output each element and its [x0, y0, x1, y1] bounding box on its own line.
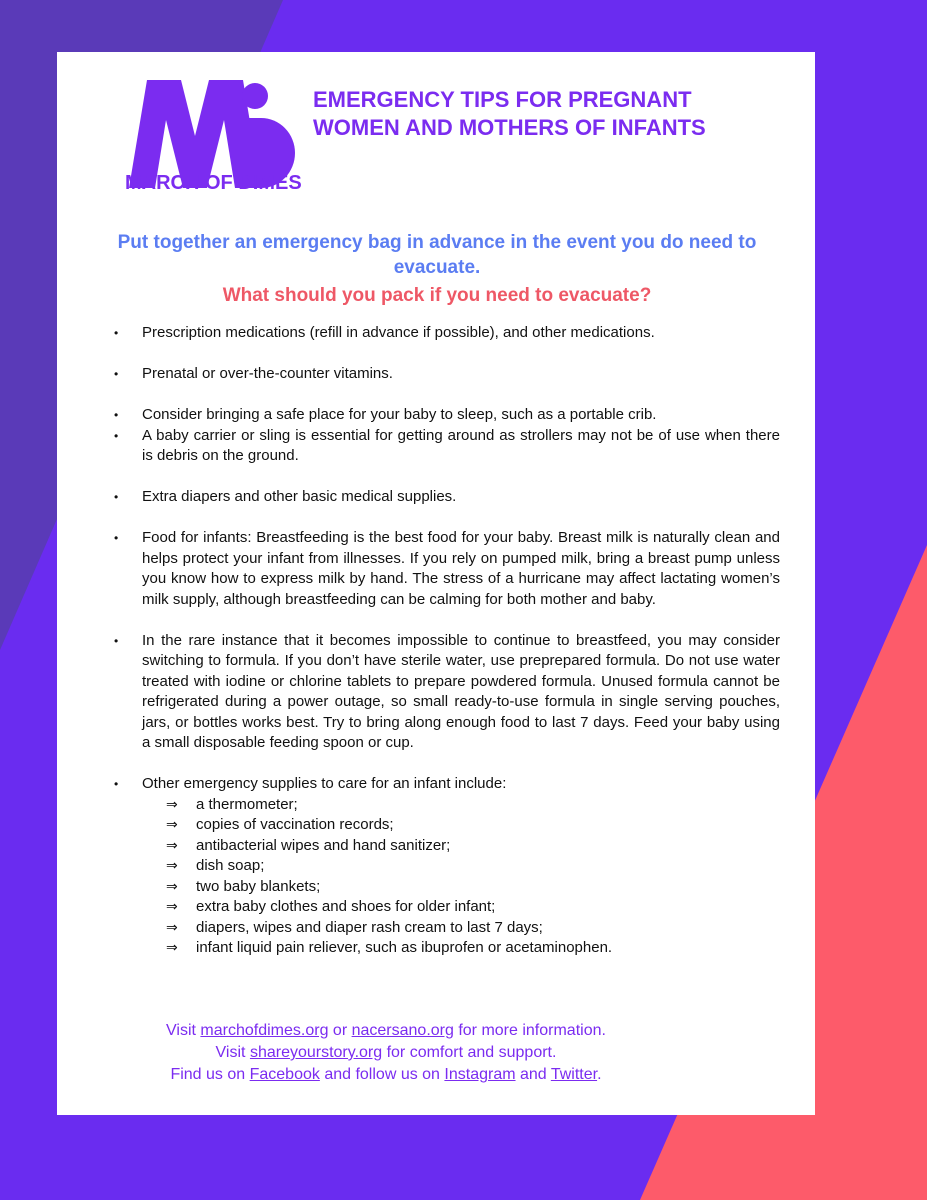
instagram-link[interactable]: Instagram — [444, 1066, 516, 1083]
list-item: • Prescription medications (refill in advance if possible), and other medications. — [114, 323, 780, 344]
bullet-icon: • — [114, 367, 119, 381]
arrow-right-icon: ⇒ — [166, 858, 178, 874]
arrow-right-icon: ⇒ — [166, 919, 178, 936]
footer-line-info: Visit marchofdimes.org or nacersano.org for more information. — [166, 1022, 606, 1039]
supply-item: ⇒ dish soap; — [166, 856, 780, 877]
bullet-icon: • — [114, 408, 119, 422]
subheading-emergency-bag: Put together an emergency bag in advance in the event you do need to evacuate. — [117, 232, 757, 278]
list-item: • In the rare instance that it becomes impossible to continue to breastfeed, you may consider switching to formula. If you don’t have sterile water, use preprepared formula. Do not use water treated with iodine or chlorine tablets to prepare powdered formula. Unused formula cannot be refrigerated during a power outage, so small ready-to-use formula in single serving pouches, jars, or bottles works best. Try to bring along enough food to last 7 days. Feed your baby using a small disposable feeding spoon or cup. — [114, 631, 780, 751]
bullet-icon: • — [114, 428, 119, 443]
footer — [87, 1020, 685, 1086]
arrow-right-icon: ⇒ — [166, 940, 178, 956]
supply-item: ⇒ diapers, wipes and diaper rash cream to last 7 days; — [166, 918, 780, 939]
list-item: • A baby carrier or sling is essential for getting around as strollers may not be of use when there is debris on the ground. — [114, 426, 780, 464]
supply-item: ⇒ copies of vaccination records; — [166, 815, 780, 836]
twitter-link[interactable]: Twitter — [550, 1066, 598, 1083]
list-item: • Other emergency supplies to care for an infant include: ⇒ a thermometer; ⇒ copies of vaccination records; ⇒ antibacterial wipes and hand sanitizer; ⇒ dish soap; ⇒ two baby blankets; ⇒ extra baby clothes and shoes for older infant; ⇒ diapers, wipes and diaper rash cream to last 7 days; ⇒ infant liquid pain reliever, such as ibuprofen or acetaminophen. — [114, 774, 780, 959]
supply-item: ⇒ a thermometer; — [166, 795, 780, 816]
list-item: • Consider bringing a safe place for your baby to sleep, such as a portable crib. — [114, 405, 780, 426]
bullet-icon: • — [114, 633, 119, 648]
bullet-icon: • — [114, 531, 119, 545]
list-item: • Prenatal or over-the-counter vitamins. — [114, 364, 780, 385]
bullet-icon: • — [114, 326, 119, 340]
footer-line-support: Visit shareyourstory.org for comfort and support. — [215, 1044, 557, 1061]
shareyourstory-link[interactable]: shareyourstory.org — [249, 1044, 383, 1061]
list-item: • Extra diapers and other basic medical supplies. — [114, 487, 780, 508]
title-line-1: EMERGENCY TIPS FOR PREGNANT — [313, 87, 692, 112]
footer-line-social: Find us on Facebook and follow us on Instagram and Twitter. — [170, 1066, 602, 1083]
logo-dot — [242, 83, 268, 109]
arrow-right-icon: ⇒ — [166, 817, 178, 833]
arrow-right-icon: ⇒ — [166, 899, 178, 915]
infant-supplies-list — [142, 795, 780, 959]
subheading-what-to-pack: What should you pack if you need to evacuate? — [222, 285, 652, 306]
page-title — [313, 86, 783, 142]
flyer-card — [57, 52, 815, 1115]
list-item: • Food for infants: Breastfeeding is the best food for your baby. Breast milk is naturally clean and helps protect your infant from illnesses. If you rely on pumped milk, bring a breast pump unless you know how to express milk by hand. The stress of a hurricane may affect lactating women’s milk supply, although breastfeeding can be calming for both mother and baby. — [114, 529, 780, 608]
title-line-2: WOMEN AND MOTHERS OF INFANTS — [313, 115, 706, 140]
supply-item: ⇒ antibacterial wipes and hand sanitizer; — [166, 836, 780, 857]
bullet-icon: • — [114, 777, 119, 791]
supply-item: ⇒ two baby blankets; — [166, 877, 780, 898]
arrow-right-icon: ⇒ — [166, 837, 178, 854]
march-of-dimes-logo-icon — [123, 80, 295, 220]
bullet-icon: • — [114, 490, 119, 504]
packing-list — [114, 323, 780, 959]
logo-text: MARCH OF DIMES — [125, 172, 302, 194]
arrow-right-icon: ⇒ — [166, 878, 178, 895]
facebook-link[interactable]: Facebook — [249, 1066, 320, 1083]
marchofdimes-link[interactable]: marchofdimes.org — [200, 1022, 329, 1039]
arrow-right-icon: ⇒ — [166, 796, 178, 813]
supply-item: ⇒ infant liquid pain reliever, such as ibuprofen or acetaminophen. — [166, 938, 780, 959]
nacersano-link[interactable]: nacersano.org — [351, 1022, 454, 1039]
supply-item: ⇒ extra baby clothes and shoes for older infant; — [166, 897, 780, 918]
